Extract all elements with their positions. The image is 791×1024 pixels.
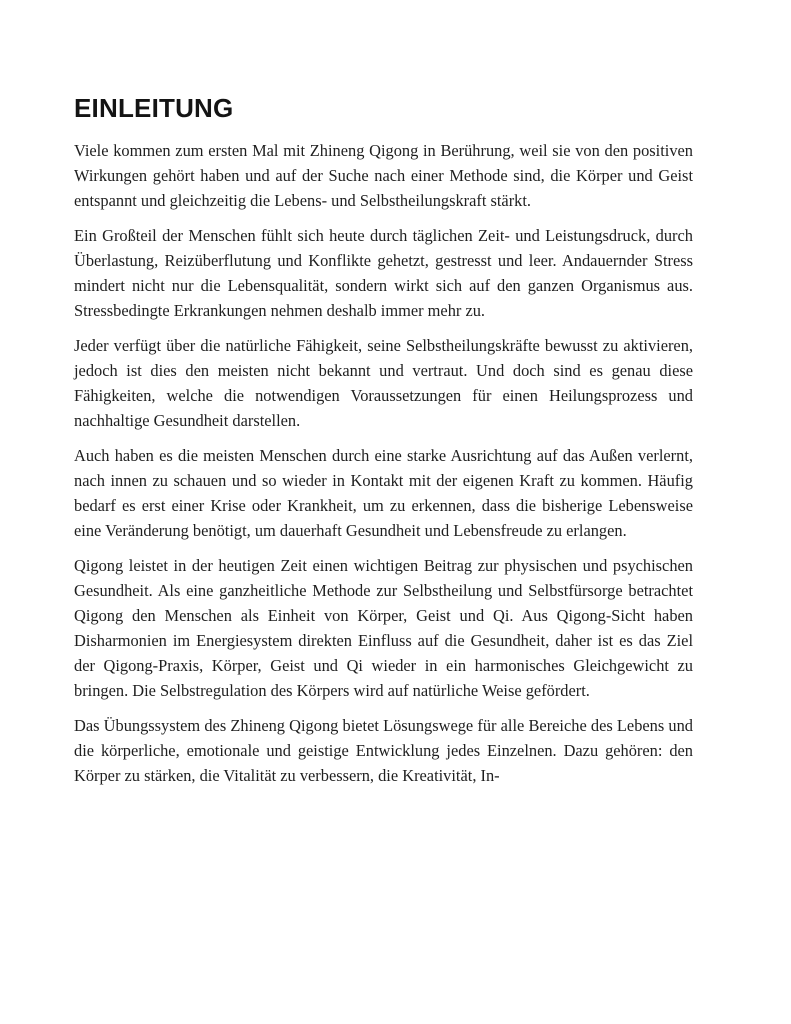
paragraph-4: Auch haben es die meisten Menschen durch eine starke Ausrichtung auf das Außen verlernt, nach innen zu schauen und so wieder in Kontakt mit der eigenen Kraft zu kommen. Häufig bedarf es erst einer Krise oder Krankheit, um zu erkennen, dass die bisherige Lebensweise eine Veränderung benötigt, um dauerhaft Gesundheit und Lebensfreude zu erlangen. — [74, 446, 693, 540]
paragraph-1: Viele kommen zum ersten Mal mit Zhineng Qigong in Berührung, weil sie von den positiven Wirkungen gehört haben und auf der Suche nach einer Methode sind, die Körper und Geist entspannt und gleichzeitig die Lebens- und Selbstheilungskraft stärkt. — [74, 141, 693, 210]
chapter-heading: EINLEITUNG — [74, 93, 234, 123]
paragraph-2: Ein Großteil der Menschen fühlt sich heute durch täglichen Zeit- und Leistungsdruck, durch Überlastung, Reizüberflutung und Konflikte gehetzt, gestresst und leer. Andauernder Stress mindert nicht nur die Lebensqualität, sondern wirkt sich auf den ganzen Organismus aus. Stressbedingte Erkrankungen nehmen deshalb immer mehr zu. — [74, 226, 693, 320]
paragraph-5: Qigong leistet in der heutigen Zeit einen wichtigen Beitrag zur physischen und psychischen Gesundheit. Als eine ganzheitliche Methode zur Selbstheilung und Selbstfürsorge betrachtet Qigong den Menschen als Einheit von Körper, Geist und Qi. Aus Qigong-Sicht haben Disharmonien im Energiesystem direkten Einfluss auf die Gesundheit, daher ist es das Ziel der Qigong-Praxis, Körper, Geist und Qi wieder in ein harmonisches Gleichgewicht zu bringen. Die Selbstregulation des Körpers wird auf natürliche Weise gefördert. — [74, 556, 693, 700]
paragraph-3: Jeder verfügt über die natürliche Fähigkeit, seine Selbstheilungskräfte bewusst zu aktivieren, jedoch ist dies den meisten nicht bekannt und vertraut. Und doch sind es genau diese Fähigkeiten, welche die notwendigen Voraussetzungen für einen Heilungsprozess und nachhaltige Gesundheit darstellen. — [74, 336, 693, 430]
document-page — [74, 92, 693, 798]
paragraph-6: Das Übungssystem des Zhineng Qigong bietet Lösungswege für alle Bereiche des Lebens und die körperliche, emotionale und geistige Entwicklung jedes Einzelnen. Dazu gehören: den Körper zu stärken, die Vitalität zu verbessern, die Kreativität, In- — [74, 716, 693, 785]
